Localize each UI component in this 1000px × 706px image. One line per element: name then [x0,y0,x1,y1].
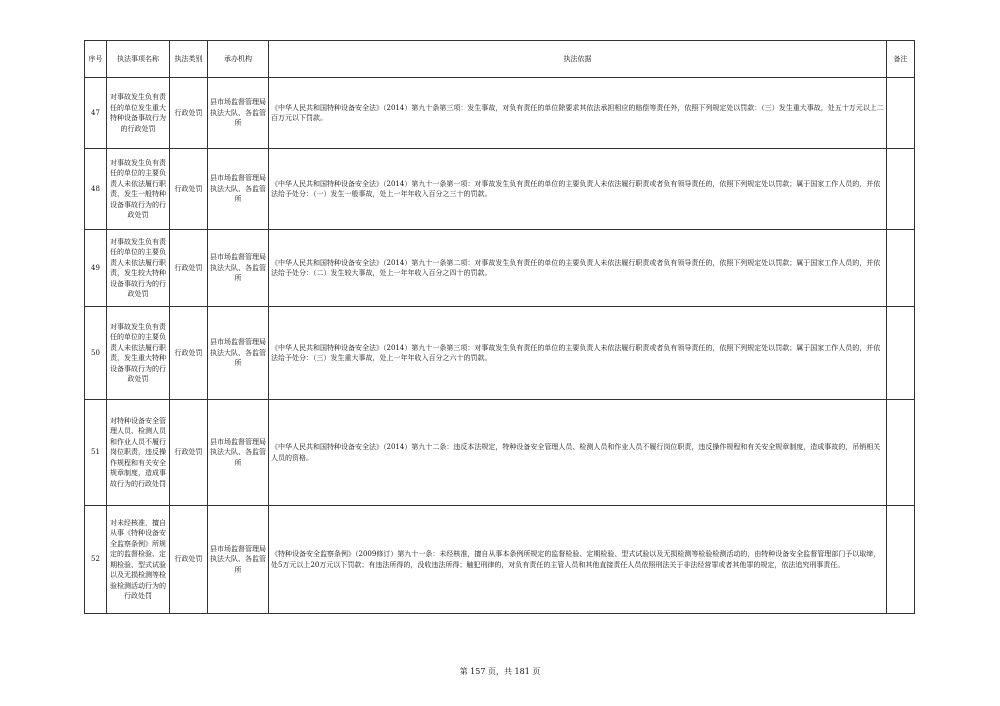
row-legal-basis: 《中华人民共和国特种设备安全法》（2014）第九十一条第二项：对事故发生负有责任的单位的主要负责人未依法履行职责或者负有领导责任的，依照下列规定处以罚款；属于国家工作人员的，并依法给予处分：（二）发生较大事故，处上一年年收入百分之四十的罚款。 [269,230,887,307]
header-basis: 执法依据 [269,41,887,78]
table-row [85,78,915,149]
table-row [85,230,915,307]
row-agency: 县市场监督管理局执法大队、各监管所 [208,506,269,614]
table-row [85,307,915,400]
row-number: 52 [85,506,107,614]
row-remark [887,78,915,149]
row-category: 行政处罚 [170,400,208,506]
row-agency: 县市场监督管理局执法大队、各监管所 [208,78,269,149]
row-legal-basis: 《特种设备安全监察条例》（2009修订）第九十一条：未经核准，擅自从事本条例所规定的监督检验、定期检验、型式试验以及无损检测等检验检测活动的，由特种设备安全监督管理部门予以取缔，处5万元以上20万元以下罚款；有违法所得的，没收违法所得；触犯刑律的，对负有责任的主管人员和其他直接责任人员依照刑法关于非法经营罪或者其他罪的规定，依法追究刑事责任。 [269,506,887,614]
row-agency: 县市场监督管理局执法大队、各监管所 [208,307,269,400]
row-agency: 县市场监督管理局执法大队、各监管所 [208,230,269,307]
row-legal-basis: 《中华人民共和国特种设备安全法》（2014）第九十一条第一项：对事故发生负有责任的单位的主要负责人未依法履行职责或者负有领导责任的，依照下列规定处以罚款；属于国家工作人员的，并依法给予处分：（一）发生一般事故，处上一年年收入百分之三十的罚款。 [269,149,887,230]
header-category: 执法类别 [170,41,208,78]
row-item-name: 对事故发生负有责任的单位的主要负责人未依法履行职责，发生重大特种设备事故行为的行政处罚 [107,307,170,400]
enforcement-table [84,40,915,614]
row-item-name: 对事故发生负有责任的单位发生重大特种设备事故行为的行政处罚 [107,78,170,149]
header-seq: 序号 [85,41,107,78]
row-remark [887,230,915,307]
row-agency: 县市场监督管理局执法大队、各监管所 [208,149,269,230]
row-number: 48 [85,149,107,230]
row-number: 50 [85,307,107,400]
header-item-name: 执法事项名称 [107,41,170,78]
row-item-name: 对事故发生负有责任的单位的主要负责人未依法履行职责，发生一般特种设备事故行为的行政处罚 [107,149,170,230]
row-item-name: 对事故发生负有责任的单位的主要负责人未依法履行职责，发生较大特种设备事故行为的行政处罚 [107,230,170,307]
row-number: 47 [85,78,107,149]
row-category: 行政处罚 [170,149,208,230]
row-category: 行政处罚 [170,506,208,614]
table-row [85,149,915,230]
row-remark [887,506,915,614]
page-number: 第 157 页，共 181 页 [459,667,541,676]
row-legal-basis: 《中华人民共和国特种设备安全法》（2014）第九十条第三项：发生事故，对负有责任的单位除要求其依法承担相应的赔偿等责任外，依照下列规定处以罚款：（三）发生重大事故，处五十万元以上二百万元以下罚款。 [269,78,887,149]
header-agency: 承办机构 [208,41,269,78]
table-row [85,506,915,614]
header-remark: 备注 [887,41,915,78]
row-number: 49 [85,230,107,307]
row-number: 51 [85,400,107,506]
table-header-row [85,41,915,78]
row-category: 行政处罚 [170,230,208,307]
row-agency: 县市场监督管理局执法大队、各监管所 [208,400,269,506]
row-category: 行政处罚 [170,307,208,400]
row-item-name: 对特种设备安全管理人员、检测人员和作业人员不履行岗位职责，违反操作规程和有关安全规章制度，造成事故行为的行政处罚 [107,400,170,506]
row-remark [887,307,915,400]
row-legal-basis: 《中华人民共和国特种设备安全法》（2014）第九十一条第三项：对事故发生负有责任的单位的主要负责人未依法履行职责或者负有领导责任的，依照下列规定处以罚款；属于国家工作人员的，并依法给予处分：（三）发生重大事故，处上一年年收入百分之六十的罚款。 [269,307,887,400]
row-legal-basis: 《中华人民共和国特种设备安全法》（2014）第九十二条：违反本法规定，特种设备安全管理人员、检测人员和作业人员不履行岗位职责，违反操作规程和有关安全规章制度，造成事故的，吊销相关人员的资格。 [269,400,887,506]
table-row [85,400,915,506]
row-item-name: 对未经核准，擅自从事《特种设备安全监察条例》所规定的监督检验、定期检验、型式试验以及无损检测等检验检测活动行为的行政处罚 [107,506,170,614]
row-category: 行政处罚 [170,78,208,149]
row-remark [887,149,915,230]
row-remark [887,400,915,506]
